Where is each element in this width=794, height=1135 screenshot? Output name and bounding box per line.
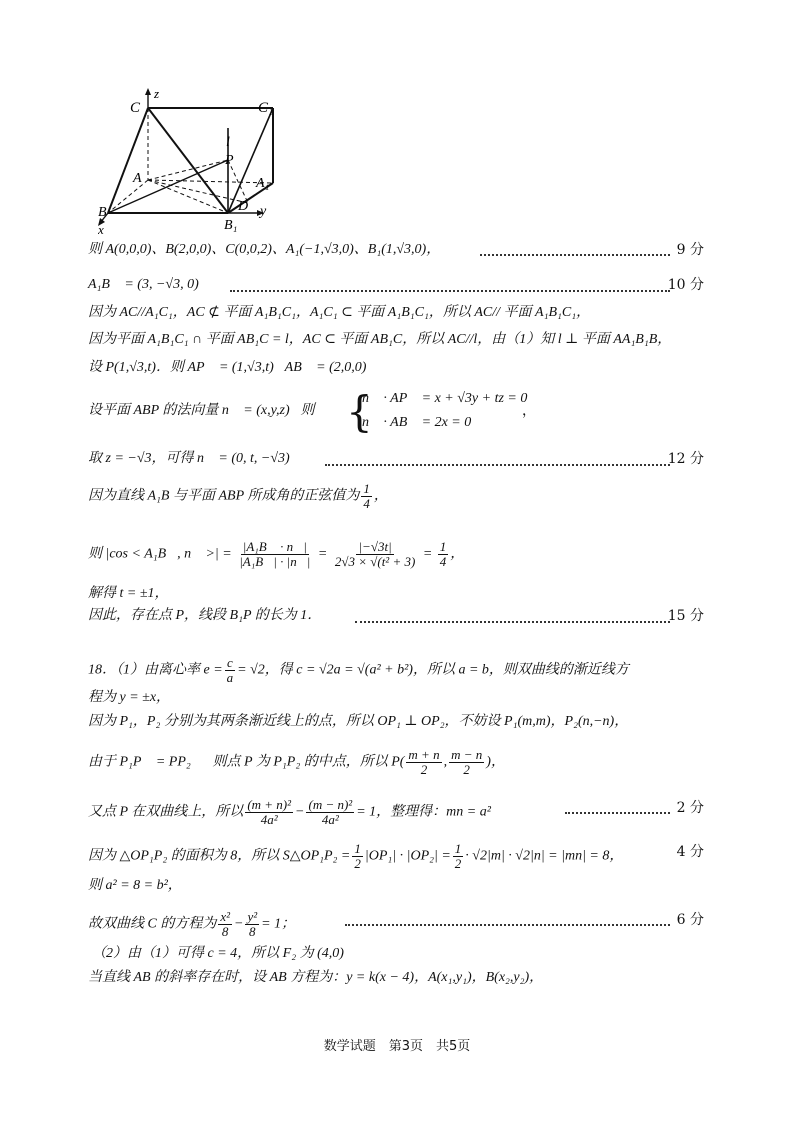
frac-den: 2√3 × √(t² + 3) bbox=[334, 554, 416, 569]
minus: − bbox=[295, 804, 305, 820]
q18-asymptote: 程为 y = ±x， bbox=[88, 690, 171, 705]
frac-den: 4 bbox=[439, 554, 447, 569]
system-eq-1: n⃗ · AP⃗ = x + √3y + tz = 0 bbox=[362, 391, 528, 406]
line-take-z: 取 z = −√3，可得 n⃗ = (0, t, −√3)， bbox=[88, 451, 301, 466]
frac-num: c bbox=[227, 655, 233, 670]
q18-area-text: 因为 △OP₁P₂ 的面积为 8，所以 S△OP₁P₂ = bbox=[88, 848, 351, 864]
q18-eccentricity bbox=[88, 656, 629, 685]
line-plane-intersection: 因为平面 A₁B₁C₁ ∩ 平面 AB₁C = l，AC ⊂ 平面 AB₁C，所以 AC//l，由（1）知 l ⊥ 平面 AA₁B₁B， bbox=[88, 332, 672, 347]
fraction-half bbox=[352, 842, 363, 871]
frac-den: 8 bbox=[249, 924, 256, 939]
label-P: P bbox=[225, 153, 234, 168]
sine-tail: ， bbox=[373, 488, 388, 504]
q18-area-tail: · √2|m| · √2|n| = |mn| = 8， bbox=[465, 848, 624, 864]
score-2: 2 分 bbox=[676, 800, 704, 816]
frac-num: 1 bbox=[454, 841, 462, 856]
score-10: 10 分 bbox=[667, 277, 704, 293]
q18-part2: （2）由（1）可得 c = 4，所以 F₂ 为 (4,0) bbox=[92, 946, 344, 961]
fraction-quarter bbox=[361, 482, 372, 511]
frac-den: 4 bbox=[363, 496, 370, 511]
line-solve-t: 解得 t = ±1， bbox=[88, 586, 169, 601]
q18-equation bbox=[88, 910, 295, 939]
fraction-mn-minus bbox=[449, 748, 484, 777]
frac-num: |−√3t| bbox=[358, 539, 392, 554]
q18-points: 因为 P₁，P₂ 分别为其两条渐近线上的点，所以 OP₁ ⊥ OP₂，不妨设 P₁(m,m)，P₂(n,−n)， bbox=[88, 714, 629, 729]
frac-num: x² bbox=[220, 909, 231, 924]
fraction-1 bbox=[245, 798, 293, 827]
leader-dots bbox=[355, 621, 670, 623]
label-y: y bbox=[260, 204, 267, 219]
score-9: 9 分 bbox=[676, 242, 704, 258]
sine-text: 因为直线 A₁B 与平面 ABP 所成角的正弦值为 bbox=[88, 488, 360, 504]
leader-dots bbox=[325, 464, 670, 466]
equals: = bbox=[317, 546, 328, 562]
label-B1: B₁ bbox=[224, 218, 238, 233]
frac-den: 4a² bbox=[321, 812, 339, 827]
line-set-p: 设 P(1,√3,t)．则 AP⃗ = (1,√3,t)，AB⃗ = (2,0,0)． bbox=[88, 360, 378, 375]
q18-hyp-text: 又点 P 在双曲线上，所以 bbox=[88, 804, 244, 820]
q18-eq-tail: = 1； bbox=[261, 916, 296, 932]
frac-num: m − n bbox=[451, 747, 483, 762]
frac-num: 1 bbox=[439, 539, 447, 554]
q18-area-mid: |OP₁| · |OP₂| = bbox=[364, 848, 451, 864]
label-D: D bbox=[238, 199, 249, 214]
q18-area bbox=[88, 842, 623, 871]
line-normal-vector: 设平面 ABP 的法向量 n⃗ = (x,y,z)，则 bbox=[88, 403, 315, 418]
line-sine-value bbox=[88, 482, 388, 511]
frac-num: (m + n)² bbox=[247, 797, 292, 812]
frac-den: 2 bbox=[354, 856, 361, 871]
frac-den: 8 bbox=[221, 924, 229, 939]
line-ac-parallel: 因为 AC//A₁C₁，AC ⊄ 平面 A₁B₁C₁，A₁C₁ ⊂ 平面 A₁B₁C₁，所以 AC// 平面 A₁B₁C₁， bbox=[88, 305, 591, 320]
q18-on-hyperbola bbox=[88, 798, 491, 827]
frac-den: a bbox=[226, 670, 234, 685]
cos-lhs: 则 |cos < A₁B⃗, n⃗ >| = bbox=[88, 546, 232, 562]
geometry-figure bbox=[98, 88, 288, 238]
fraction-value bbox=[333, 540, 417, 569]
score-12: 12 分 bbox=[667, 451, 704, 467]
q18-ecc-text: 18．（1）由离心率 e = bbox=[88, 662, 223, 678]
cos-tail: ， bbox=[450, 546, 465, 562]
equals: = bbox=[422, 546, 433, 562]
line-cos-equation bbox=[88, 540, 464, 569]
frac-num: 1 bbox=[363, 481, 370, 496]
fraction-2 bbox=[306, 798, 354, 827]
q18-eq-text: 故双曲线 C 的方程为 bbox=[88, 916, 217, 932]
label-B: B bbox=[98, 205, 107, 220]
leader-dots bbox=[230, 290, 670, 292]
frac-den: 2 bbox=[463, 762, 470, 777]
fraction-mn-plus bbox=[406, 748, 441, 777]
q18-midpoint: 由于 P₁P⃗ = PP₂⃗，则点 P 为 P₁P₂ 的中点，所以 P( $\frac{m + n}{2}$ , $\frac{m - n}{2}$ )， bbox=[88, 747, 505, 777]
frac-num: |A₁B⃗ · n⃗| bbox=[242, 539, 307, 554]
frac-den: 2 bbox=[420, 762, 428, 777]
label-C: C bbox=[130, 100, 141, 116]
page-footer: 数学试题 第3页 共5页 bbox=[323, 1039, 471, 1054]
label-z: z bbox=[154, 88, 160, 101]
score-15: 15 分 bbox=[667, 608, 704, 624]
frac-den: |A₁B⃗| · |n⃗| bbox=[239, 554, 311, 569]
q18-midpoint-tail: ， bbox=[490, 754, 505, 770]
minus: − bbox=[234, 916, 244, 932]
q18-ecc-tail: = √2，得 c = √2a = √(a² + b²)，所以 a = b，则双曲线的渐近线方 bbox=[237, 662, 629, 678]
system-eq-2: n⃗ · AB⃗ = 2x = 0 bbox=[362, 415, 472, 430]
q18-hyp-tail: = 1，整理得：mn = a² bbox=[356, 804, 491, 820]
score-4: 4 分 bbox=[676, 844, 704, 860]
frac-num: m + n bbox=[408, 747, 440, 762]
line-a1b-vector: A₁B⃗ = (3, −√3, 0)， bbox=[88, 277, 210, 292]
q18-midpoint-text: 由于 P₁P⃗ = PP₂⃗，则点 P 为 P₁P₂ 的中点，所以 P bbox=[88, 754, 400, 770]
system-tail: ， bbox=[522, 403, 536, 419]
label-A: A bbox=[133, 171, 142, 186]
q18-a-squared: 则 a² = 8 = b²， bbox=[88, 878, 182, 893]
leader-dots bbox=[565, 812, 670, 814]
frac-num: y² bbox=[247, 909, 258, 924]
leader-dots bbox=[480, 254, 670, 256]
line-conclusion: 因此，存在点 P，线段 B₁P 的长为 1． bbox=[88, 608, 322, 623]
label-x: x bbox=[98, 222, 104, 237]
q18-line-ab: 当直线 AB 的斜率存在时，设 AB 方程为：y = k(x − 4)，A(x₁,y₁)，B(x₂,y₂)， bbox=[88, 970, 544, 985]
brace-icon: { bbox=[346, 387, 373, 436]
fraction-half bbox=[453, 842, 464, 871]
fraction-x2 bbox=[218, 910, 232, 939]
frac-den: 4a² bbox=[260, 812, 278, 827]
fraction-c-a bbox=[225, 656, 236, 685]
frac-num: 1 bbox=[354, 841, 361, 856]
label-A1: A₁ bbox=[256, 176, 270, 191]
fraction-quarter bbox=[438, 540, 449, 569]
frac-den: 2 bbox=[454, 856, 462, 871]
score-6: 6 分 bbox=[676, 912, 704, 928]
label-C1: C₁ bbox=[258, 100, 274, 116]
fraction-cos bbox=[237, 540, 312, 569]
label-l: l bbox=[226, 135, 230, 150]
line-coordinates: 则 A(0,0,0)、B(2,0,0)、C(0,0,2)、A₁(−1,√3,0)、B₁(1,√3,0)， bbox=[88, 242, 441, 257]
frac-num: (m − n)² bbox=[308, 797, 353, 812]
fraction-y2 bbox=[245, 910, 259, 939]
leader-dots bbox=[345, 924, 670, 926]
